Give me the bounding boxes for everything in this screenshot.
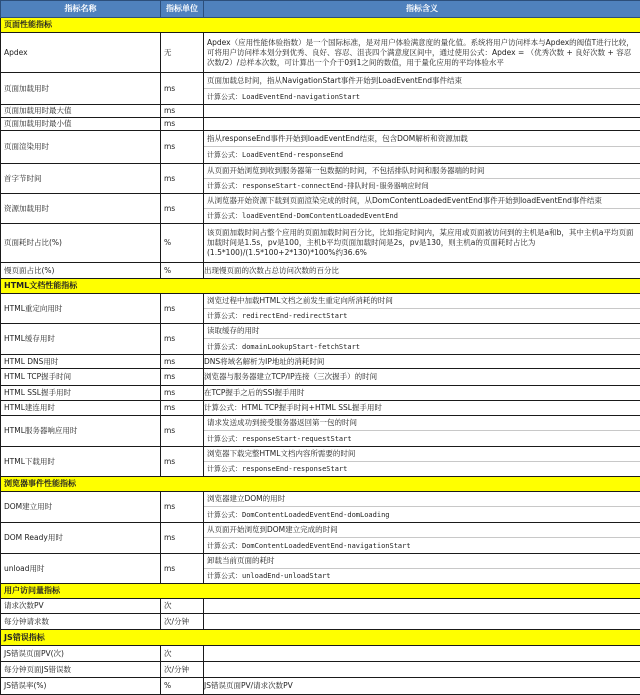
metric-name: HTML服务器响应用时 xyxy=(1,416,161,447)
table-row xyxy=(1,105,640,118)
metric-unit: ms xyxy=(161,523,204,554)
metric-unit: 无 xyxy=(161,33,204,73)
metric-name: HTML重定向用时 xyxy=(1,294,161,324)
table-row xyxy=(1,33,640,73)
metric-unit: % xyxy=(161,263,204,279)
metric-name: DOM建立用时 xyxy=(1,492,161,523)
metric-formula: 计算公式：unloadEnd-unloadStart xyxy=(204,569,640,583)
metric-description: 在TCP握手之后的SSl握手用时 xyxy=(204,386,640,401)
metric-description: 从页面开始浏览到收到服务器第一包数据的时间，不包括排队时间和服务器端的时间 xyxy=(204,164,640,179)
metric-name: 页面加载用时最大值 xyxy=(1,105,161,118)
metric-unit: 次 xyxy=(161,599,204,614)
metric-name: HTML下载用时 xyxy=(1,447,161,477)
metric-description: 页面加载总时间，指从NavigationStart事件开始到LoadEventEnd事件结束 xyxy=(204,73,640,89)
metric-unit: % xyxy=(161,224,204,263)
metric-description: 从页面开始浏览到DOM建立完成的时间 xyxy=(204,523,640,538)
table-row xyxy=(1,194,640,224)
table-row xyxy=(1,73,640,105)
metric-unit: ms xyxy=(161,554,204,584)
metric-unit: 次/分钟 xyxy=(161,614,204,630)
metric-name: 首字节时间 xyxy=(1,164,161,194)
header-metric-unit: 指标单位 xyxy=(161,1,204,18)
table-row xyxy=(1,355,640,369)
metric-name: 页面加载用时最小值 xyxy=(1,118,161,131)
header-metric-meaning: 指标含义 xyxy=(204,1,640,18)
metric-name: HTML缓存用时 xyxy=(1,324,161,355)
metric-formula: 计算公式：responseEnd-responseStart xyxy=(204,462,640,476)
section-header xyxy=(1,279,640,294)
metric-description: 该页面加载时间占整个应用的页面加载时间百分比，比如指定时间内，某应用或页面被访问到的主机是a和b，其中主机a平均页面加载时间是1.5s，pv是100，主机b平均页面加载时间是2s，pv是130，则主机a的页面耗时占比为(1.5*100)/(1.5*100+2*130)*100%约36.6% xyxy=(204,224,640,262)
metric-description: Apdex（应用性能体验指数）是一个国际标准，是对用户体验满意度的量化值。系统将用户访问样本与Apdex的阀值T进行比较，可将用户访问样本划分到优秀、良好、容忍、沮丧四个满意度区间中，通过使用公式：Apdex = （优秀次数 + 良好次数 + 容忍次数/2）/总样本次数，可计算出一个介于0到1之间的数值，用于量化应用的平均体验水平 xyxy=(204,33,640,72)
section-title: 用户访问量指标 xyxy=(1,584,640,599)
metric-name: HTML DNS用时 xyxy=(1,355,161,369)
table-row xyxy=(1,662,640,678)
table-row xyxy=(1,416,640,447)
metric-unit: ms xyxy=(161,324,204,355)
table-row xyxy=(1,263,640,279)
metric-description xyxy=(204,599,640,614)
metric-formula: 计算公式：LoadEventEnd-navigationStart xyxy=(204,89,640,104)
metric-name: 页面渲染用时 xyxy=(1,131,161,164)
metric-name: HTML建连用时 xyxy=(1,401,161,416)
table-row xyxy=(1,492,640,523)
metric-unit: ms xyxy=(161,118,204,131)
metric-unit: ms xyxy=(161,386,204,401)
table-row xyxy=(1,554,640,584)
metric-unit: ms xyxy=(161,294,204,324)
metric-formula: 计算公式：LoadEventEnd-responseEnd xyxy=(204,147,640,163)
metric-name: unload用时 xyxy=(1,554,161,584)
table-row xyxy=(1,224,640,263)
table-row xyxy=(1,523,640,554)
metric-description: 浏览过程中加载HTML文档之前发生重定向所消耗的时间 xyxy=(204,294,640,309)
table-row xyxy=(1,164,640,194)
metric-formula: 计算公式：responseStart-requestStart xyxy=(204,431,640,446)
metric-name: 慢页面占比(%) xyxy=(1,263,161,279)
metric-name: 每分钟请求数 xyxy=(1,614,161,630)
metric-description xyxy=(204,614,640,630)
metric-formula: 计算公式：redirectEnd-redirectStart xyxy=(204,309,640,323)
table-row xyxy=(1,118,640,131)
metric-unit: % xyxy=(161,678,204,695)
section-header xyxy=(1,584,640,599)
metric-unit: ms xyxy=(161,73,204,105)
metric-unit: ms xyxy=(161,447,204,477)
table-row xyxy=(1,386,640,401)
metric-name: 每分钟页面JS错误数 xyxy=(1,662,161,678)
section-title: 页面性能指标 xyxy=(1,18,640,33)
metric-description: 浏览器下载完整HTML文档内容所需要的时间 xyxy=(204,447,640,462)
metric-name: Apdex xyxy=(1,33,161,73)
metric-description: 卸载当前页面的耗时 xyxy=(204,554,640,569)
metric-formula: 计算公式：HTML TCP握手时间+HTML SSL握手用时 xyxy=(204,401,640,416)
table-row xyxy=(1,401,640,416)
metric-unit: 次/分钟 xyxy=(161,662,204,678)
metric-unit: ms xyxy=(161,416,204,447)
header-metric-name: 指标名称 xyxy=(1,1,161,18)
metric-description: 读取缓存的用时 xyxy=(204,324,640,339)
table-row xyxy=(1,646,640,662)
metric-formula: 计算公式：DomContentLoadedEventEnd-domLoading xyxy=(204,507,640,522)
metric-unit: ms xyxy=(161,492,204,523)
metric-description: 指从responseEnd事件开始到loadEventEnd结束，包含DOM解析和资源加载 xyxy=(204,131,640,147)
metric-unit: ms xyxy=(161,194,204,224)
table-row xyxy=(1,294,640,324)
metric-name: HTML SSL握手用时 xyxy=(1,386,161,401)
metric-unit: ms xyxy=(161,105,204,118)
metric-name: HTML TCP握手时间 xyxy=(1,369,161,386)
metric-unit: ms xyxy=(161,355,204,369)
metric-name: DOM Ready用时 xyxy=(1,523,161,554)
metric-description: 请求发送成功到接受服务器返回第一包的时间 xyxy=(204,416,640,431)
section-header xyxy=(1,630,640,646)
metric-unit: ms xyxy=(161,164,204,194)
metric-description xyxy=(204,118,640,131)
metric-description xyxy=(204,105,640,118)
table-row xyxy=(1,678,640,695)
table-row xyxy=(1,599,640,614)
table-row xyxy=(1,324,640,355)
metric-description xyxy=(204,662,640,678)
section-title: 浏览器事件性能指标 xyxy=(1,477,640,492)
table-row xyxy=(1,447,640,477)
metric-description: 从浏览器开始资源下载到页面渲染完成的时间，从DomContentLoadedEventEnd事件开始到loadEventEnd事件结束 xyxy=(204,194,640,209)
metric-unit: ms xyxy=(161,401,204,416)
metric-unit: 次 xyxy=(161,646,204,662)
metric-unit: ms xyxy=(161,131,204,164)
section-title: HTML文档性能指标 xyxy=(1,279,640,294)
table-row xyxy=(1,369,640,386)
metric-formula: 计算公式：domainLookupStart-fetchStart xyxy=(204,339,640,354)
metric-formula: JS错误页面PV/请求次数PV xyxy=(204,678,640,695)
metric-formula: 计算公式：loadEventEnd-DomContentLoadedEventEnd xyxy=(204,209,640,223)
metric-name: 页面加载用时 xyxy=(1,73,161,105)
metric-formula: 计算公式：responseStart-connectEnd-排队时间-服务器响应时间 xyxy=(204,179,640,193)
metric-description: 浏览器建立DOM的用时 xyxy=(204,492,640,507)
metric-unit: ms xyxy=(161,369,204,386)
section-header xyxy=(1,477,640,492)
header-row xyxy=(1,1,640,18)
metric-name: JS错误页面PV(次) xyxy=(1,646,161,662)
metric-description xyxy=(204,646,640,662)
metric-name: 资源加载用时 xyxy=(1,194,161,224)
section-title: JS错误指标 xyxy=(1,630,640,646)
table-row xyxy=(1,614,640,630)
metric-name: 页面耗时占比(%) xyxy=(1,224,161,263)
metric-name: 请求次数PV xyxy=(1,599,161,614)
metric-description: 浏览器与服务器建立TCP/IP连接（三次握手）的时间 xyxy=(204,369,640,386)
metric-description: DNS将域名解析为IP地址的消耗时间 xyxy=(204,355,640,369)
table-row xyxy=(1,131,640,164)
metric-name: JS错误率(%) xyxy=(1,678,161,695)
metric-description: 出现慢页面的次数占总访问次数的百分比 xyxy=(204,263,640,279)
metric-formula: 计算公式：DomContentLoadedEventEnd-navigationStart xyxy=(204,538,640,553)
section-header xyxy=(1,18,640,33)
